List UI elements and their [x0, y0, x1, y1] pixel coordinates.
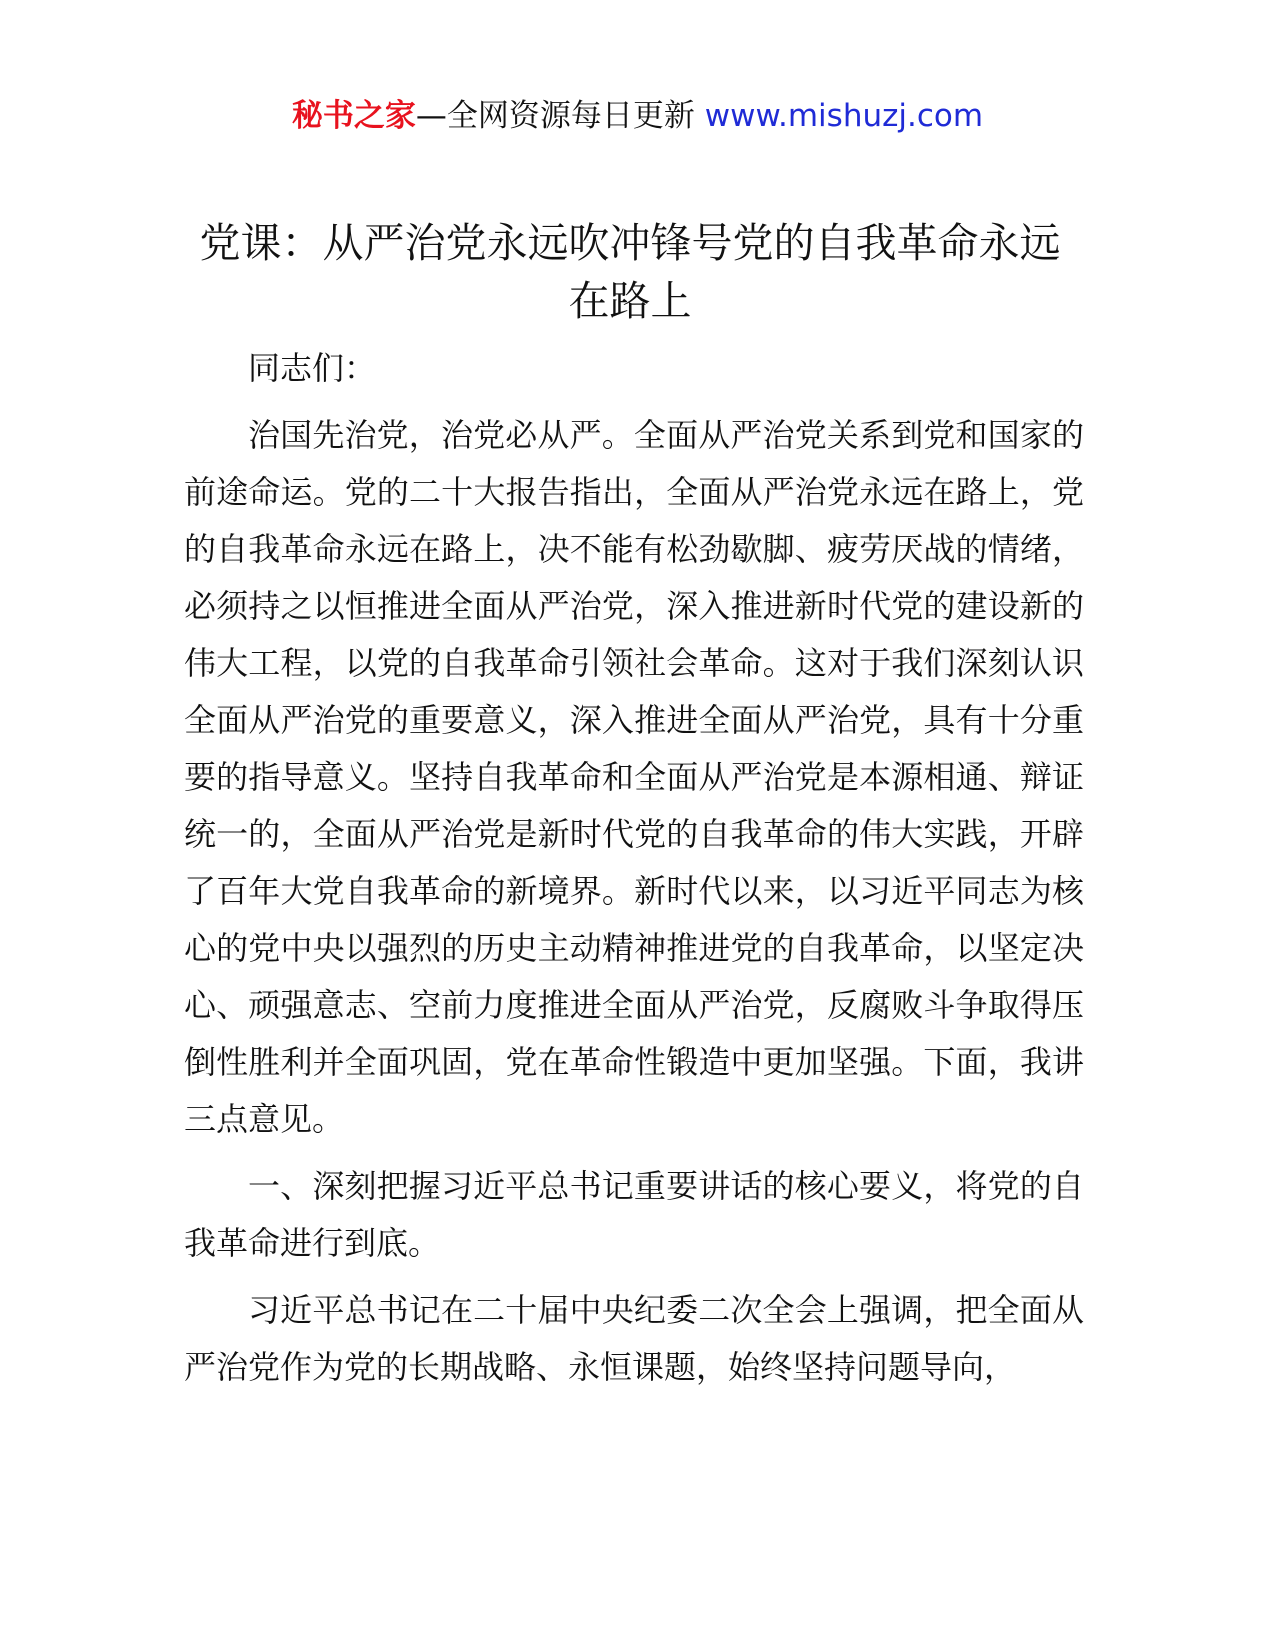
document-body: [184, 340, 1084, 1406]
header-tagline: —全网资源每日更新: [415, 98, 705, 134]
body-paragraph: 治国先治党，治党必从严。全面从严治党关系到党和国家的前途命运。党的二十大报告指出，全面从严治党永远在路上，党的自我革命永远在路上，决不能有松劲歇脚、疲劳厌战的情绪，必须持之以恒推进全面从严治党，深入推进新时代党的建设新的伟大工程，以党的自我革命引领社会革命。这对于我们深刻认识全面从严治党的重要意义，深入推进全面从严治党，具有十分重要的指导意义。坚持自我革命和全面从严治党是本源相通、辩证统一的，全面从严治党是新时代党的自我革命的伟大实践，开辟了百年大党自我革命的新境界。新时代以来，以习近平同志为核心的党中央以强烈的历史主动精神推进党的自我革命，以坚定决心、顽强意志、空前力度推进全面从严治党，反腐败斗争取得压倒性胜利并全面巩固，党在革命性锻造中更加坚强。下面，我讲三点意见。: [184, 416, 1084, 1138]
page-header: [0, 96, 1275, 136]
section-heading: 一、深刻把握习近平总书记重要讲话的核心要义，将党的自我革命进行到底。: [184, 1167, 1084, 1262]
document-title: 党课：从严治党永远吹冲锋号党的自我革命永远在路上: [199, 219, 1061, 325]
site-url-link[interactable]: www.mishuzj.com: [704, 98, 984, 134]
body-paragraph: 习近平总书记在二十届中央纪委二次全会上强调，把全面从严治党作为党的长期战略、永恒课题，始终坚持问题导向，: [184, 1291, 1084, 1386]
brand-name: 秘书之家: [291, 98, 416, 134]
salutation: 同志们：: [248, 349, 377, 387]
